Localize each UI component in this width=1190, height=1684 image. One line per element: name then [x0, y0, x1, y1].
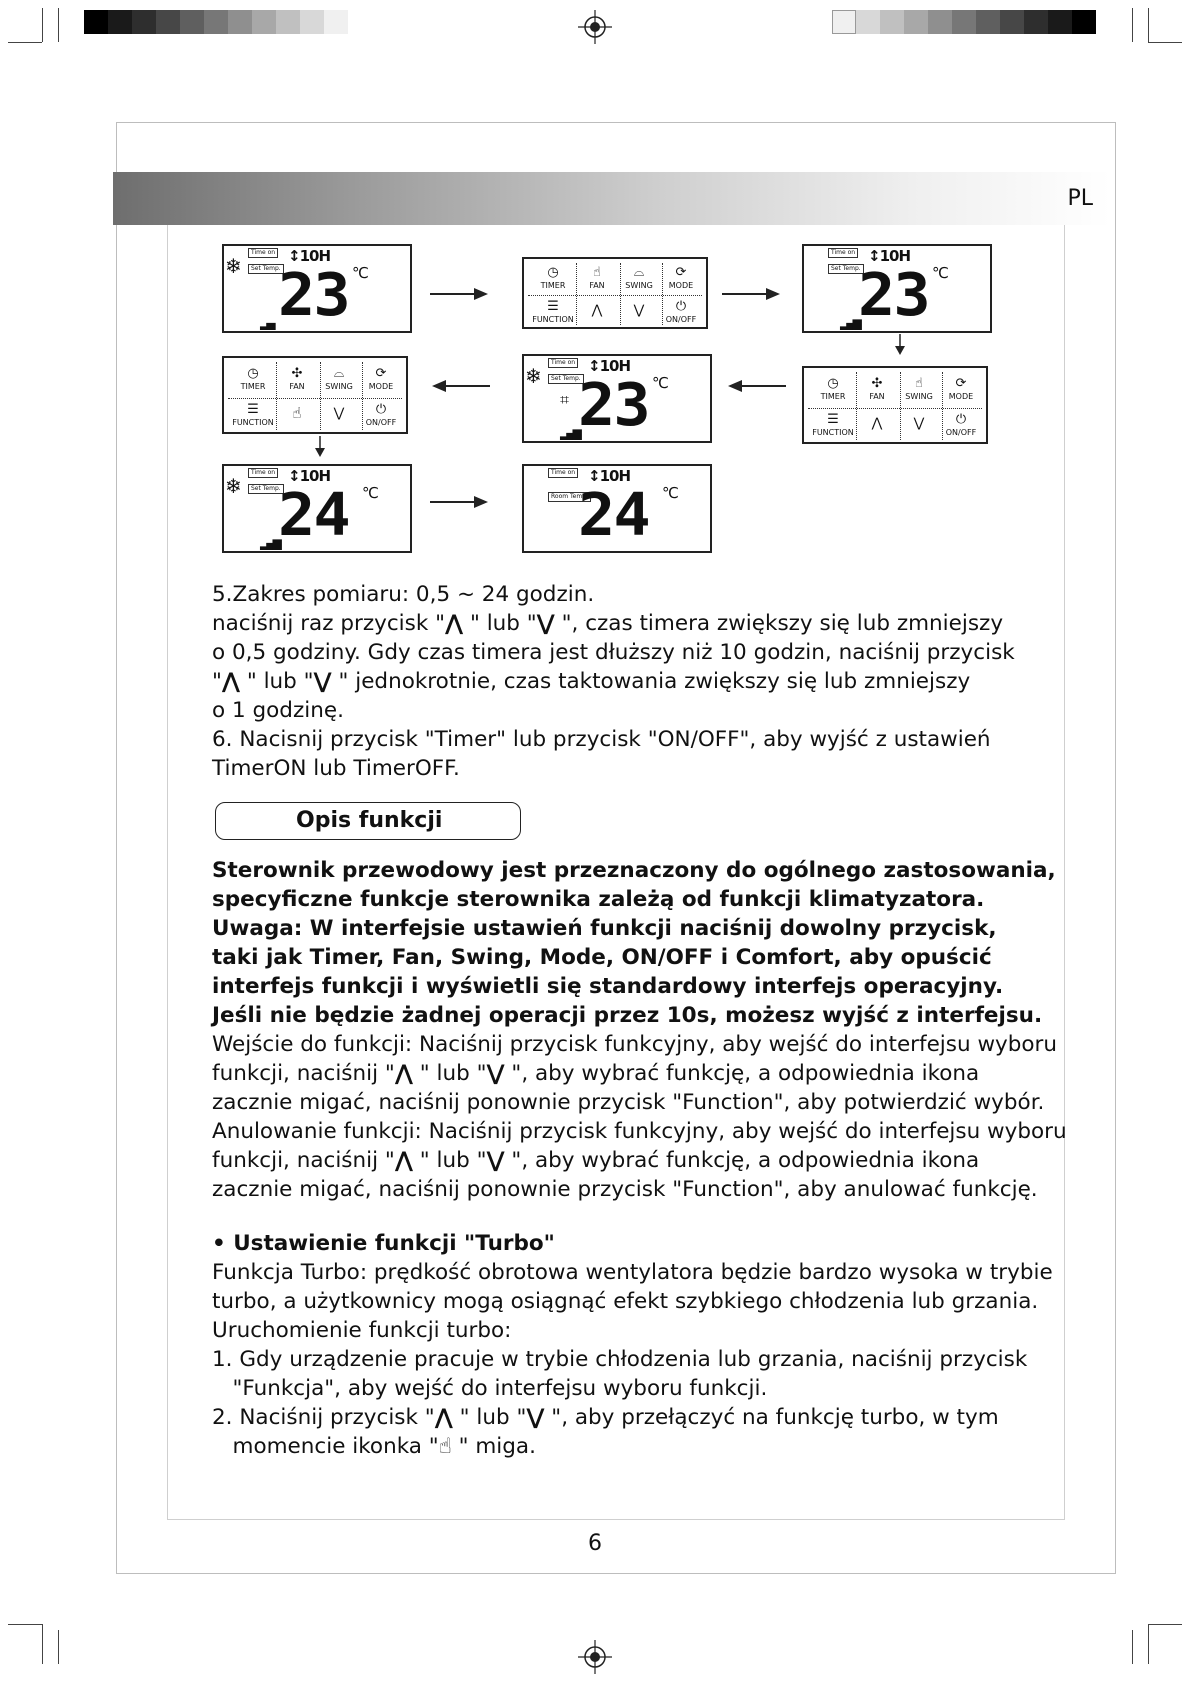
fan-speed-icon: ▂▄▆: [560, 426, 579, 440]
divider: [528, 295, 702, 296]
set-temp-label: Set Temp.: [248, 484, 284, 494]
onoff-button[interactable]: ⏻ ON/OFF: [658, 299, 704, 324]
flow-arrow-left-icon: [430, 378, 490, 394]
crop-mark: [8, 1624, 42, 1625]
onoff-button[interactable]: ⏻ ON/OFF: [358, 402, 404, 427]
chevron-down-icon: ⋁: [633, 303, 645, 318]
celsius-unit: ℃: [932, 264, 949, 282]
power-icon: ⏻: [375, 402, 387, 417]
crop-mark: [1132, 1630, 1133, 1664]
fan-speed-icon: ▂▄▆: [260, 536, 279, 550]
text-line: Funkcja Turbo: prędkość obrotowa wentylatora będzie bardzo wysoka w trybie: [212, 1260, 1053, 1285]
chevron-down-icon: ⋁: [536, 611, 555, 636]
text-line: "⋀ " lub "⋁ " jednokrotnie, czas taktowania zwiększy się lub zmniejszy: [212, 669, 971, 694]
timer-value: ↕10H: [588, 357, 631, 375]
header-bar: [113, 172, 1111, 225]
swing-button[interactable]: ⌓ SWING: [616, 265, 662, 290]
chevron-down-icon: ⋁: [313, 669, 332, 694]
text-line: specyficzne funkcje sterownika zależą od funkcji klimatyzatora.: [212, 887, 985, 912]
mode-cycle-icon: ⟳: [675, 265, 687, 280]
chevron-down-icon: ⋁: [486, 1148, 505, 1173]
swing-button[interactable]: ⌓ SWING: [316, 366, 362, 391]
up-button[interactable]: [854, 416, 900, 431]
power-icon: ⏻: [675, 299, 687, 314]
temperature-value: 23: [858, 259, 929, 330]
crop-mark: [58, 8, 59, 42]
text-line: "Funkcja", aby wejść do interfejsu wyboru funkcji.: [212, 1376, 768, 1401]
chevron-down-icon: ⋁: [486, 1061, 505, 1086]
hand-pointer-icon: ☝: [292, 404, 302, 422]
hand-pointer-icon: ☝: [915, 376, 923, 391]
swing-icon: ⌗: [560, 390, 570, 409]
button-panel-2: [802, 366, 988, 444]
crop-mark: [42, 1624, 43, 1664]
swing-button[interactable]: ☝ SWING: [896, 376, 942, 401]
fan-icon: ✣: [291, 366, 303, 381]
crop-mark: [1148, 1624, 1182, 1625]
mode-cycle-icon: ⟳: [955, 376, 967, 391]
mode-cycle-icon: ⟳: [375, 366, 387, 381]
flow-arrow-right-icon: [430, 494, 490, 510]
mode-button[interactable]: ⟳ MODE: [658, 265, 704, 290]
chevron-up-icon: ⋀: [394, 1061, 413, 1086]
celsius-unit: ℃: [652, 374, 669, 392]
snowflake-icon: ❄: [225, 254, 242, 278]
text-line: funkcji, naciśnij "⋀ " lub "⋁ ", aby wybrać funkcję, a odpowiednia ikona: [212, 1148, 980, 1173]
text-line: TimerON lub TimerOFF.: [212, 756, 460, 781]
text-line: Anulowanie funkcji: Naciśnij przycisk funkcyjny, aby wejść do interfejsu wyboru: [212, 1119, 1067, 1144]
time-on-label: Time on: [548, 358, 578, 368]
flow-arrow-down-icon: [312, 436, 328, 458]
registration-mark-bottom: [578, 1640, 612, 1674]
text-line: 6. Nacisnij przycisk "Timer" lub przycisk "ON/OFF", aby wyjść z ustawień: [212, 727, 991, 752]
down-button[interactable]: [316, 406, 362, 421]
crop-mark: [58, 1630, 59, 1664]
mode-button[interactable]: ⟳ MODE: [358, 366, 404, 391]
divider: [228, 398, 402, 399]
function-description: [212, 856, 1092, 1204]
chevron-down-icon: ⋁: [333, 406, 345, 421]
temperature-value: 23: [278, 259, 349, 330]
turbo-section: [212, 1229, 1092, 1461]
down-button[interactable]: [896, 416, 942, 431]
text-line: o 1 godzinę.: [212, 698, 344, 723]
turbo-hand-icon: ☝: [438, 1434, 452, 1459]
temperature-value: 23: [578, 369, 649, 440]
function-icon: ☰: [247, 402, 259, 417]
text-line: turbo, a użytkownicy mogą osiągnąć efekt szybkiego chłodzenia lub grzania.: [212, 1289, 1039, 1314]
timer-value: ↕10H: [588, 467, 631, 485]
text-line: o 0,5 godziny. Gdy czas timera jest dłuższy niż 10 godzin, naciśnij przycisk: [212, 640, 1015, 665]
timer-value: ↕10H: [288, 467, 331, 485]
clock-icon: ◷: [547, 265, 559, 280]
timer-value: ↕10H: [868, 247, 911, 265]
onoff-button[interactable]: ⏻ ON/OFF: [938, 412, 984, 437]
text-line: 1. Gdy urządzenie pracuje w trybie chłodzenia lub grzania, naciśnij przycisk: [212, 1347, 1028, 1372]
flow-arrow-right-icon: [430, 286, 490, 302]
crop-mark: [42, 8, 43, 42]
function-button[interactable]: ☰ FUNCTION: [530, 299, 576, 324]
crop-mark: [1148, 42, 1182, 43]
text-line: Jeśli nie będzie żadnej operacji przez 10s, możesz wyjść z interfejsu.: [212, 1003, 1043, 1028]
section-title-box: [215, 802, 521, 840]
lcd-display-2: [802, 244, 992, 333]
timer-value: ↕10H: [288, 247, 331, 265]
timer-button[interactable]: ◷ TIMER: [230, 366, 276, 391]
text-line: Uwaga: W interfejsie ustawień funkcji naciśnij dowolny przycisk,: [212, 916, 997, 941]
lcd-display-1: [222, 244, 412, 333]
flow-arrow-left-icon: [726, 378, 786, 394]
button-panel-3: [222, 356, 408, 434]
timer-instructions: [212, 580, 1092, 783]
lcd-display-4: [222, 464, 412, 553]
up-button[interactable]: [574, 303, 620, 318]
temperature-value: 24: [278, 479, 349, 550]
timer-button[interactable]: ◷ TIMER: [810, 376, 856, 401]
set-temp-label: Set Temp.: [248, 264, 284, 274]
celsius-unit: ℃: [362, 484, 379, 502]
crop-mark: [8, 42, 42, 43]
time-on-label: Time on: [548, 468, 578, 478]
set-temp-label: Set Temp.: [828, 264, 864, 274]
section-title: Opis funkcji: [296, 808, 443, 833]
color-calibration-bar-left: [84, 10, 348, 34]
flow-arrow-right-icon: [722, 286, 782, 302]
crop-mark: [1148, 1624, 1149, 1664]
function-button[interactable]: ☰ FUNCTION: [810, 412, 856, 437]
fan-button[interactable]: ✣ FAN: [854, 376, 900, 401]
swing-icon: ⌓: [333, 366, 345, 381]
temperature-value: 24: [578, 479, 649, 550]
chevron-up-icon: ⋀: [591, 303, 603, 318]
swing-icon: ⌓: [633, 265, 645, 280]
text-line: naciśnij raz przycisk "⋀ " lub "⋁ ", czas timera zwiększy się lub zmniejszy: [212, 611, 1004, 636]
button-panel-1: [522, 257, 708, 329]
time-on-label: Time on: [248, 248, 278, 258]
mode-button[interactable]: ⟳ MODE: [938, 376, 984, 401]
chevron-up-icon: ⋀: [394, 1148, 413, 1173]
timer-button[interactable]: ◷ TIMER: [530, 265, 576, 290]
lcd-display-5: [522, 464, 712, 553]
chevron-up-icon: ⋀: [434, 1405, 453, 1430]
divider: [808, 408, 982, 409]
time-on-label: Time on: [248, 468, 278, 478]
snowflake-icon: ❄: [525, 364, 542, 388]
down-button[interactable]: [616, 303, 662, 318]
chevron-up-icon: ⋀: [445, 611, 464, 636]
page-number: 6: [588, 1531, 602, 1556]
text-line: zacznie migać, naciśnij ponownie przycisk "Function", aby anulować funkcję.: [212, 1177, 1038, 1202]
power-icon: ⏻: [955, 412, 967, 427]
room-temp-label: Room Temp.: [548, 492, 591, 502]
flow-arrow-down-icon: [892, 334, 908, 356]
fan-button[interactable]: ☝ FAN: [574, 265, 620, 290]
chevron-up-icon: ⋀: [871, 416, 883, 431]
fan-button[interactable]: ✣ FAN: [274, 366, 320, 391]
text-line: 2. Naciśnij przycisk "⋀ " lub "⋁ ", aby przełączyć na funkcję turbo, w tym: [212, 1405, 999, 1430]
function-button[interactable]: ☰ FUNCTION: [230, 402, 276, 427]
chevron-up-icon: ⋀: [221, 669, 241, 694]
chevron-down-icon: ⋁: [526, 1405, 545, 1430]
set-temp-label: Set Temp.: [548, 374, 584, 384]
snowflake-icon: ❄: [225, 474, 242, 498]
text-line: Sterownik przewodowy jest przeznaczony do ogólnego zastosowania,: [212, 858, 1056, 883]
hand-pointer-icon: ☝: [593, 265, 601, 280]
crop-mark: [1148, 8, 1149, 42]
celsius-unit: ℃: [352, 264, 369, 282]
function-icon: ☰: [827, 412, 839, 427]
text-line: momencie ikonka "☝ " miga.: [212, 1434, 536, 1459]
text-line: zacznie migać, naciśnij ponownie przycisk "Function", aby potwierdzić wybór.: [212, 1090, 1045, 1115]
text-line: 5.Zakres pomiaru: 0,5 ~ 24 godzin.: [212, 582, 595, 607]
text-line: Wejście do funkcji: Naciśnij przycisk funkcyjny, aby wejść do interfejsu wyboru: [212, 1032, 1058, 1057]
chevron-down-icon: ⋁: [913, 416, 925, 431]
clock-icon: ◷: [247, 366, 259, 381]
fan-speed-icon: ▂▄: [260, 316, 273, 330]
clock-icon: ◷: [827, 376, 839, 391]
lcd-display-3: [522, 354, 712, 443]
fan-speed-icon: ▂▄▆: [840, 316, 859, 330]
function-icon: ☰: [547, 299, 559, 314]
crop-mark: [1132, 8, 1133, 42]
text-line: interfejs funkcji i wyświetli się standardowy interfejs operacyjny.: [212, 974, 1004, 999]
celsius-unit: ℃: [662, 484, 679, 502]
registration-mark-top: [578, 10, 612, 44]
text-line: funkcji, naciśnij "⋀ " lub "⋁ ", aby wybrać funkcję, a odpowiednia ikona: [212, 1061, 980, 1086]
turbo-title: • Ustawienie funkcji "Turbo": [212, 1231, 555, 1256]
color-calibration-bar-right: [832, 10, 1096, 34]
fan-icon: ✣: [871, 376, 883, 391]
time-on-label: Time on: [828, 248, 858, 258]
up-button[interactable]: [274, 404, 320, 422]
language-label: PL: [1067, 186, 1093, 211]
text-line: Uruchomienie funkcji turbo:: [212, 1318, 512, 1343]
text-line: taki jak Timer, Fan, Swing, Mode, ON/OFF i Comfort, aby opuścić: [212, 945, 992, 970]
